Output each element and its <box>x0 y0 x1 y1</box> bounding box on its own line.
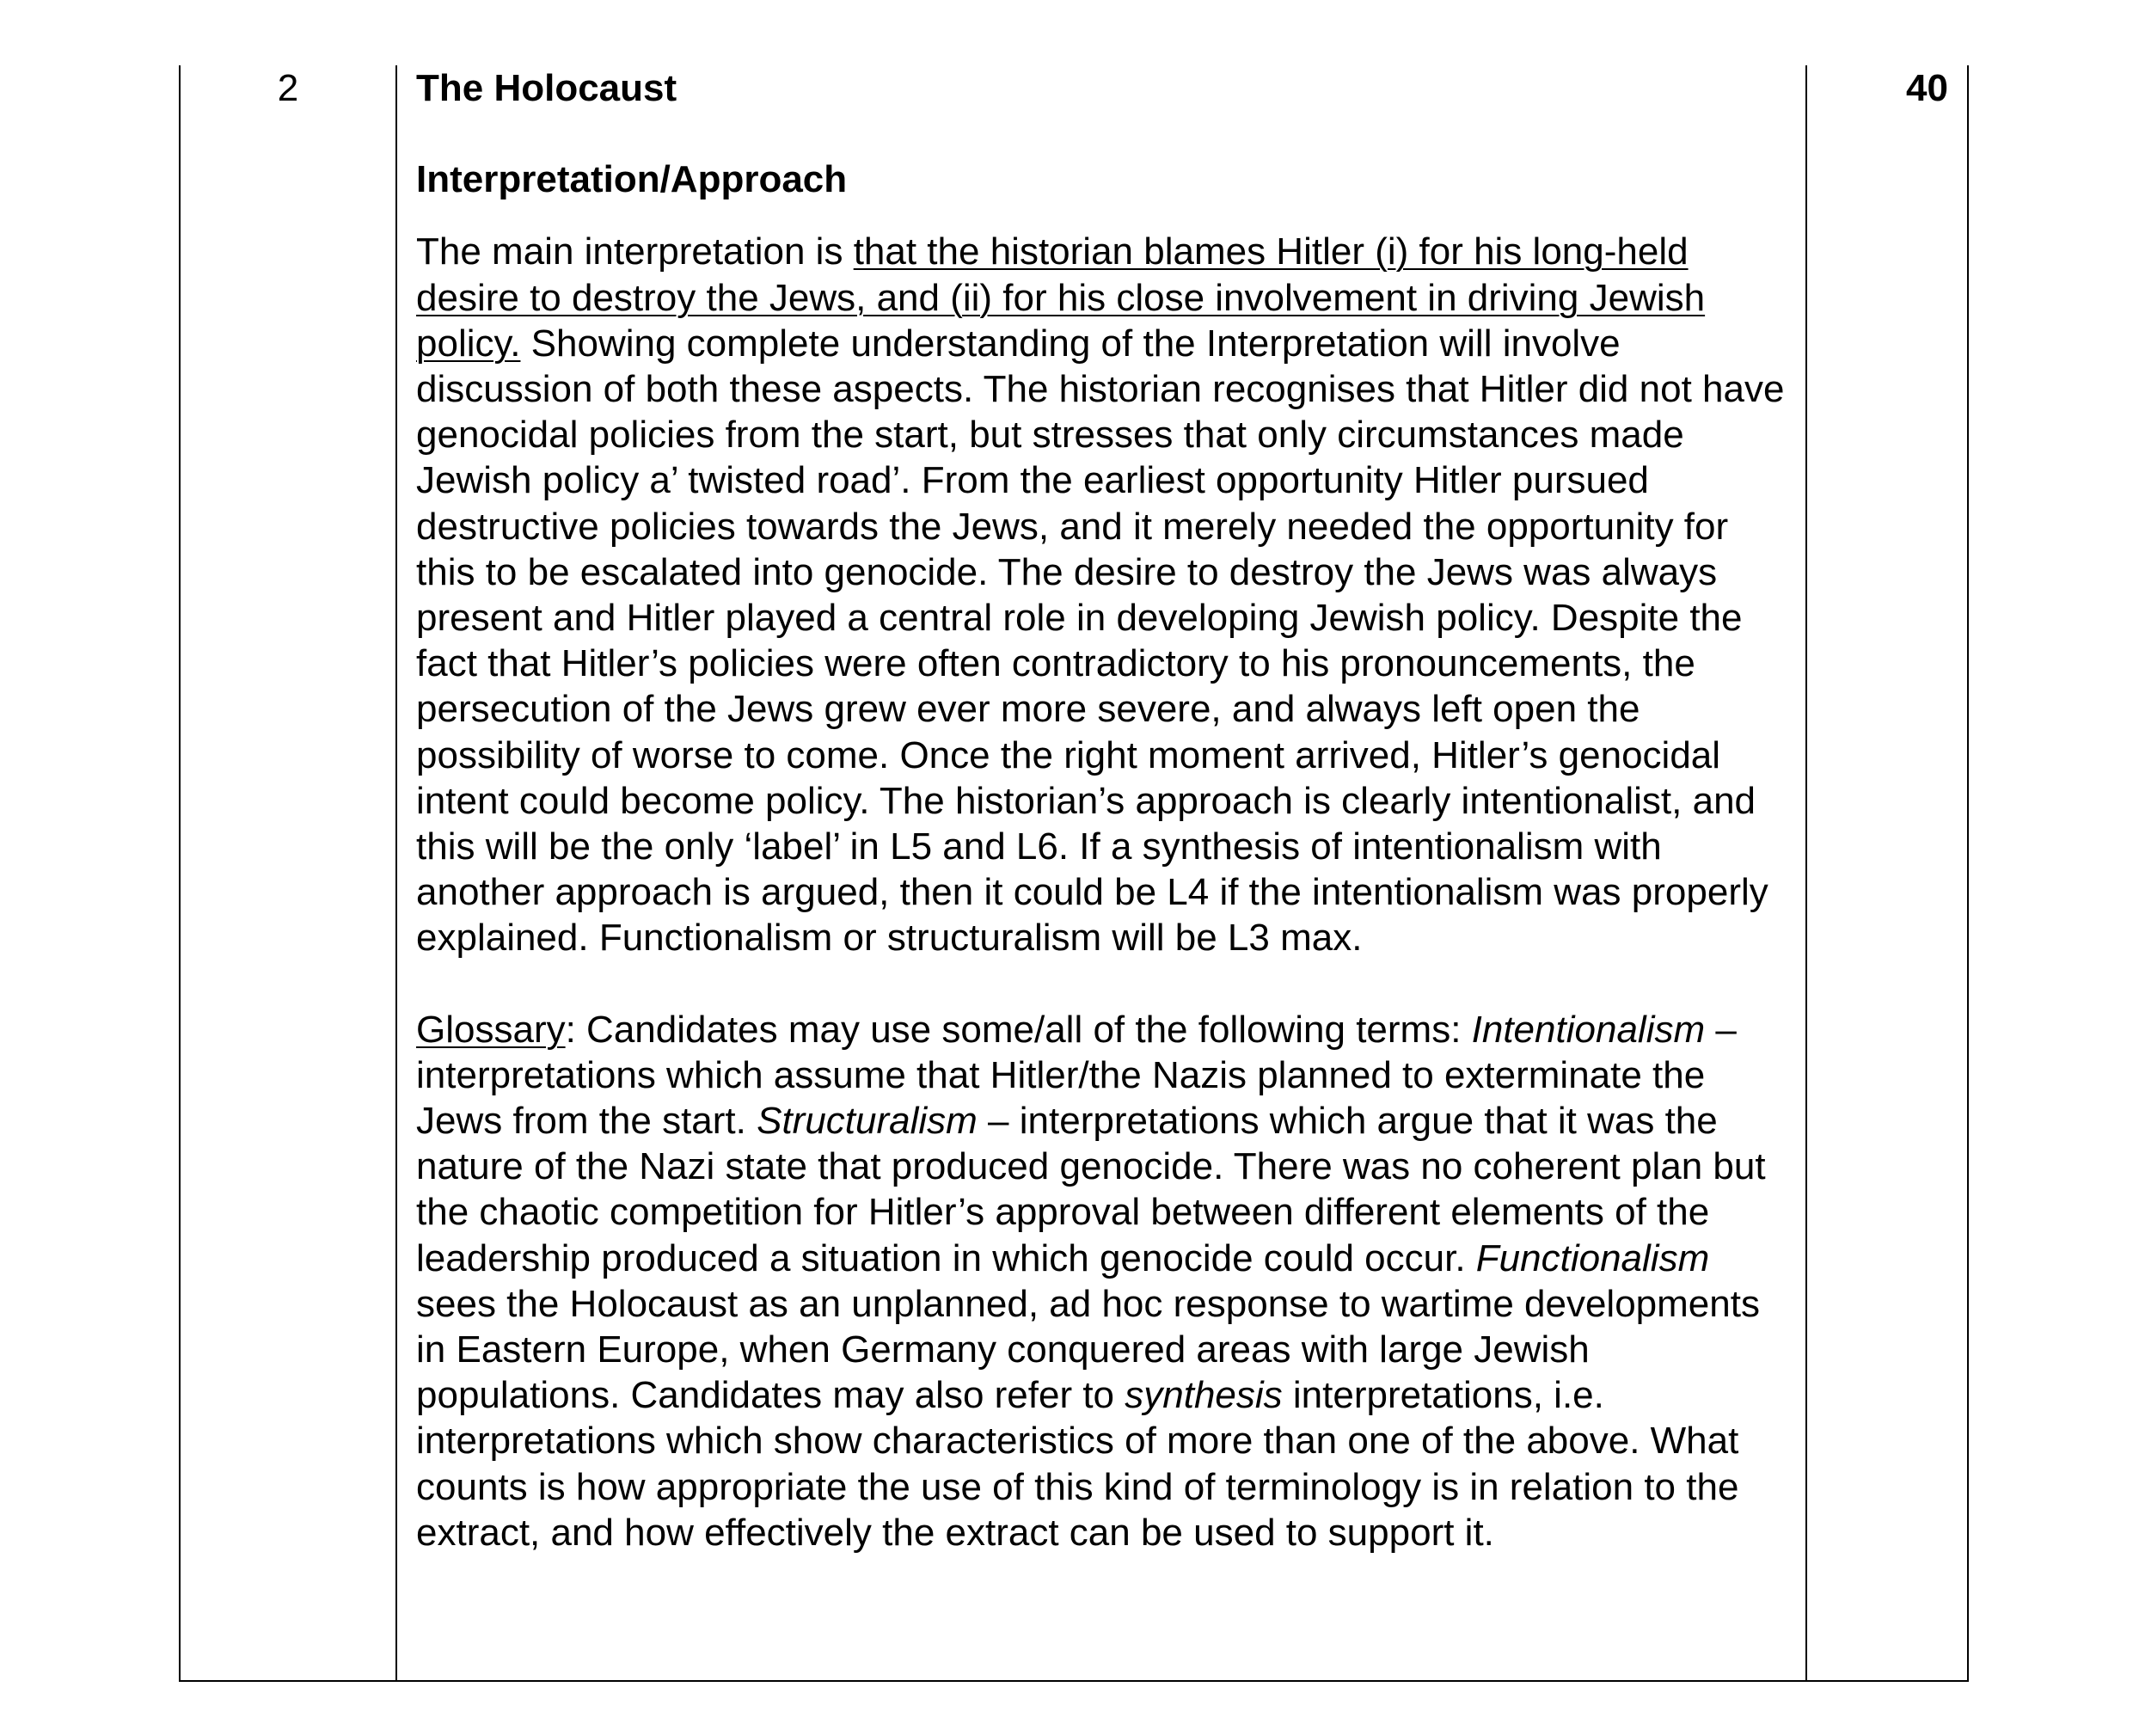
interpretation-key-statement: that the historian blames Hitler (i) for his long-held desire to destroy the Jews, and (ii) for his close involvement in driving Jewish policy. <box>416 230 1706 365</box>
glossary-term-synthesis: synthesis <box>1125 1374 1283 1417</box>
interpretation-lead: The main interpretation is <box>416 230 854 273</box>
glossary-paragraph <box>416 1007 1795 1555</box>
question-number: 2 <box>277 67 299 109</box>
glossary-term-functionalism: Functionalism <box>1475 1236 1710 1279</box>
marks-value: 40 <box>1906 67 1948 109</box>
glossary-definition-synthesis: interpretations, i.e. interpretations which show characteristics of more than one of the above. What counts is how appropriate the use of this kind of terminology is in relation to the extract, and how effectively the extract can be used to support it. <box>416 1374 1739 1554</box>
answer-guidance <box>416 65 1795 1555</box>
section-heading: Interpretation/Approach <box>416 158 848 201</box>
question-title: The Holocaust <box>416 67 677 109</box>
column-divider-left <box>395 65 397 1680</box>
mark-scheme-table <box>179 65 1969 1682</box>
glossary-definition-structuralism: – interpretations which argue that it was the nature of the Nazi state that produced genocide. There was no coherent plan but the chaotic competition for Hitler’s approval between different elements of the leadership produced a situation in which genocide could occur. <box>416 1100 1766 1279</box>
interpretation-paragraph <box>416 229 1795 960</box>
interpretation-body: Showing complete understanding of the Interpretation will involve discussion of both these aspects. The historian recognises that Hitler did not have genocidal policies from the start, but stresses that only circumstances made Jewish policy a’ twisted road’. From the earliest opportunity Hitler pursued destructive policies towards the Jews, and it merely needed the opportunity for this to be escalated into genocide. The desire to destroy the Jews was always present and Hitler played a central role in developing Jewish policy. Despite the fact that Hitler’s policies were often contradictory to his pronouncements, the persecution of the Jews grew ever more severe, and always left open the possibility of worse to come. Once the right moment arrived, Hitler’s genocidal intent could become policy. The historian’s approach is clearly intentionalist, and this will be the only ‘label’ in L5 and L6. If a synthesis of intentionalism with another approach is argued, then it could be L4 if the intentionalism was properly explained. Functionalism or structuralism will be L3 max. <box>416 322 1785 960</box>
glossary-intro: : Candidates may use some/all of the following terms: <box>565 1008 1472 1051</box>
glossary-term-intentionalism: Intentionalism <box>1471 1008 1706 1051</box>
glossary-definition-intentionalism: – interpretations which assume that Hitler/the Nazis planned to exterminate the Jews from the start. <box>416 1008 1737 1143</box>
column-divider-right <box>1805 65 1807 1680</box>
glossary-definition-functionalism: sees the Holocaust as an unplanned, ad hoc response to wartime developments in Eastern Europe, when Germany conquered areas with large Jewish populations. Candidates may also refer to <box>416 1282 1760 1417</box>
glossary-label: Glossary <box>416 1008 566 1051</box>
glossary-term-structuralism: Structuralism <box>757 1100 978 1143</box>
